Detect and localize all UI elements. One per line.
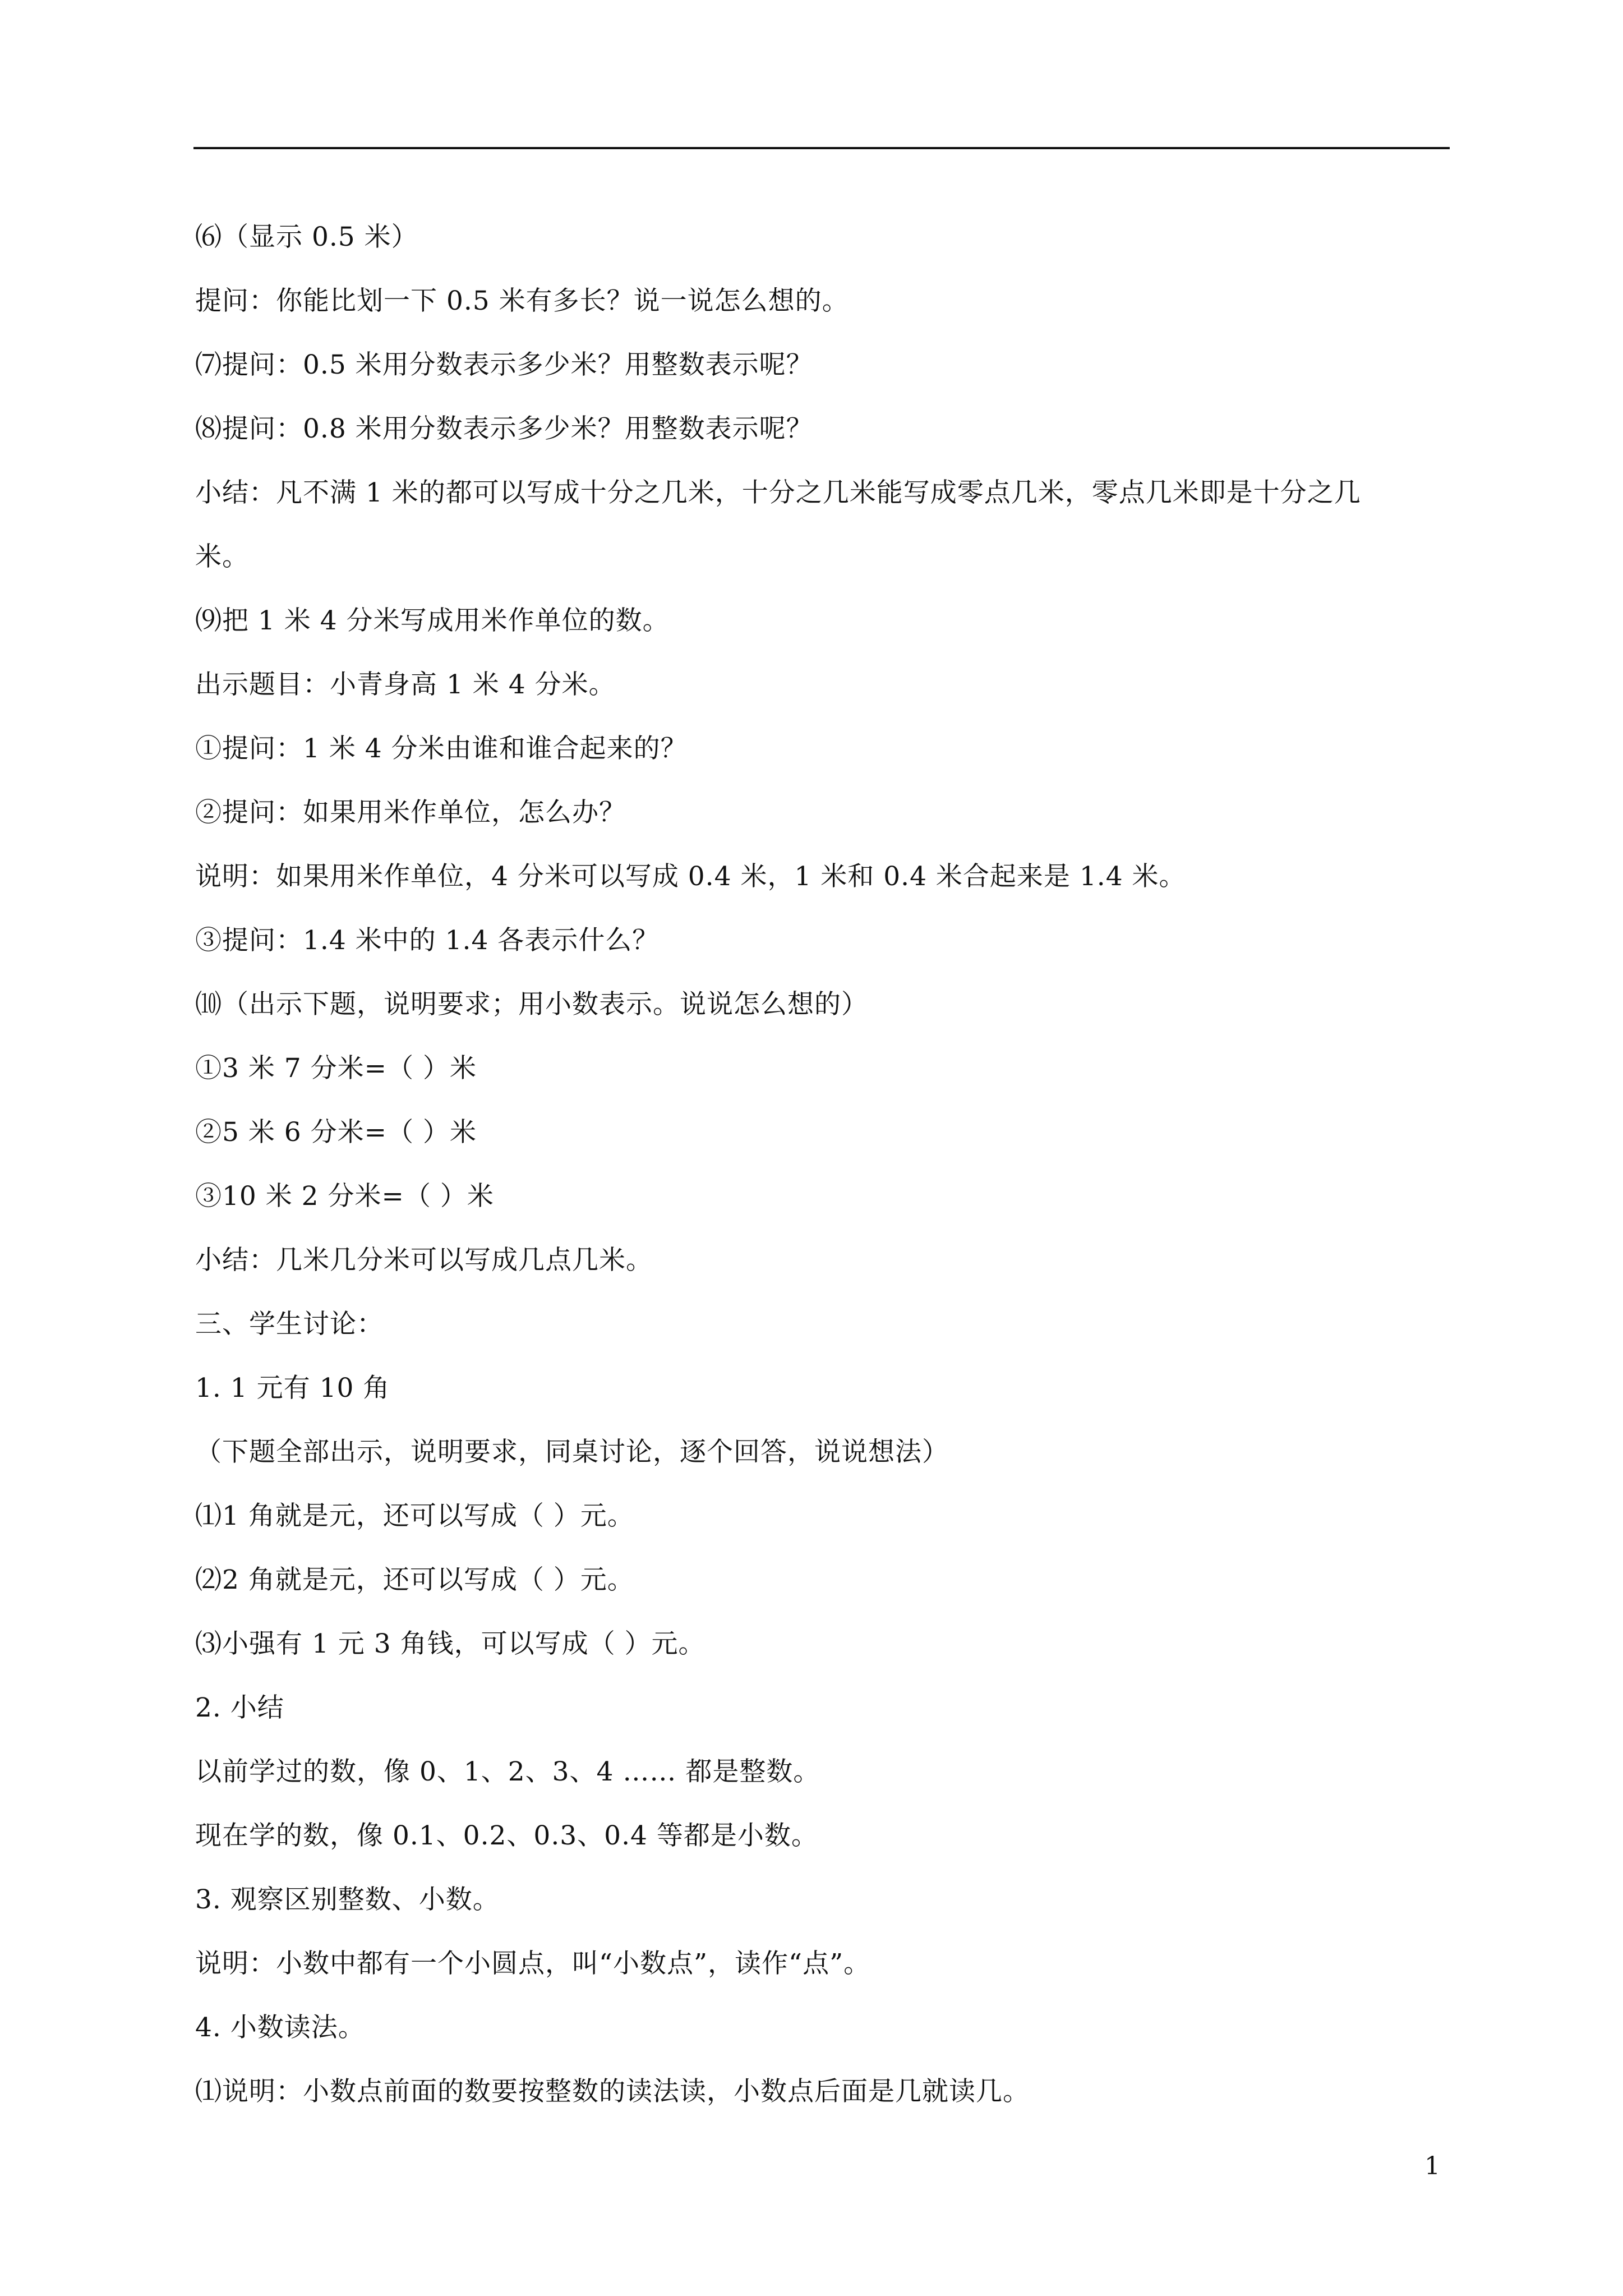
text-line: ⑽（出示下题，说明要求；用小数表示。说说怎么想的） bbox=[195, 989, 868, 1020]
text-line: 米。 bbox=[195, 541, 249, 572]
document-body bbox=[195, 205, 1451, 2124]
text-line: 小结：几米几分米可以写成几点几米。 bbox=[195, 1245, 653, 1276]
text-line: 4. 小数读法。 bbox=[195, 2012, 365, 2043]
text-line: ③10 米 2 分米=（ ）米 bbox=[195, 1181, 494, 1212]
page-number: 1 bbox=[1424, 2152, 1440, 2180]
text-line: ②5 米 6 分米=（ ）米 bbox=[195, 1117, 477, 1148]
text-line: ⑴1 角就是元，还可以写成（ ）元。 bbox=[195, 1501, 634, 1531]
text-line: 三、学生讨论： bbox=[195, 1309, 384, 1340]
text-line: ①3 米 7 分米=（ ）米 bbox=[195, 1053, 477, 1084]
text-line: 说明：小数中都有一个小圆点，叫“小数点”，读作“点”。 bbox=[195, 1948, 871, 1979]
text-line: ②提问：如果用米作单位，怎么办？ bbox=[195, 797, 626, 828]
text-line: 1. 1 元有 10 角 bbox=[195, 1373, 390, 1404]
text-line: ⑶小强有 1 元 3 角钱，可以写成（ ）元。 bbox=[195, 1628, 706, 1659]
text-line: 小结：凡不满 1 米的都可以写成十分之几米，十分之几米能写成零点几米，零点几米即是十分之几 bbox=[195, 477, 1361, 508]
text-line: 2. 小结 bbox=[195, 1692, 284, 1723]
text-line: ⑹（显示 0.5 米） bbox=[195, 222, 418, 252]
text-line: ⑺提问：0.5 米用分数表示多少米？用整数表示呢？ bbox=[195, 349, 813, 380]
text-line: （下题全部出示，说明要求，同桌讨论，逐个回答，说说想法） bbox=[195, 1437, 949, 1467]
text-line: ⑼把 1 米 4 分米写成用米作单位的数。 bbox=[195, 605, 670, 636]
text-line: 出示题目：小青身高 1 米 4 分米。 bbox=[195, 669, 616, 700]
header-rule bbox=[193, 147, 1450, 149]
text-line: 说明：如果用米作单位，4 分米可以写成 0.4 米，1 米和 0.4 米合起来是 1.4 米。 bbox=[195, 861, 1186, 892]
text-line: ⑴说明：小数点前面的数要按整数的读法读，小数点后面是几就读几。 bbox=[195, 2076, 1030, 2107]
text-line: ⑵2 角就是元，还可以写成（ ）元。 bbox=[195, 1565, 634, 1595]
text-line: ①提问：1 米 4 分米由谁和谁合起来的？ bbox=[195, 733, 688, 764]
text-line: 3. 观察区别整数、小数。 bbox=[195, 1884, 500, 1915]
text-line: ③提问：1.4 米中的 1.4 各表示什么？ bbox=[195, 925, 660, 956]
text-line: 提问：你能比划一下 0.5 米有多长？说一说怎么想的。 bbox=[195, 286, 849, 316]
text-line: ⑻提问：0.8 米用分数表示多少米？用整数表示呢？ bbox=[195, 413, 813, 444]
text-line: 以前学过的数，像 0、1、2、3、4 …… 都是整数。 bbox=[195, 1756, 820, 1787]
text-line: 现在学的数，像 0.1、0.2、0.3、0.4 等都是小数。 bbox=[195, 1820, 818, 1851]
